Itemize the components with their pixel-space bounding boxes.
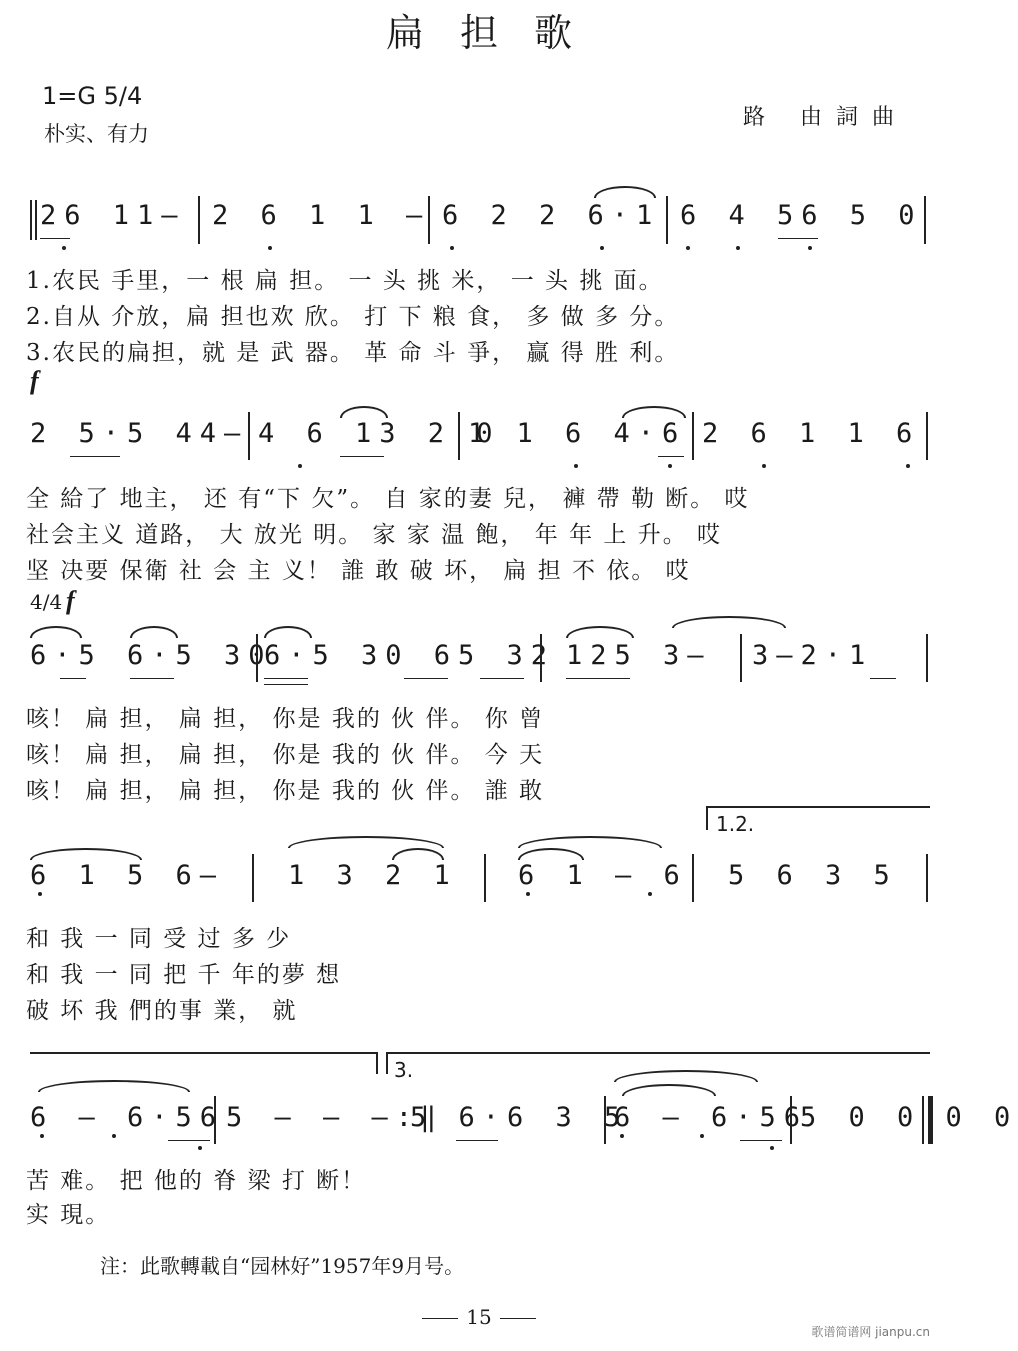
underline (740, 1140, 782, 1141)
barline (198, 196, 200, 244)
slur (264, 626, 312, 638)
measure: 6 1 — 6 (518, 860, 688, 891)
octave-dot (268, 246, 272, 250)
octave-dot (62, 246, 66, 250)
measure: 6 — 6·56 (30, 1102, 225, 1133)
volta-label: 1.2. (716, 812, 755, 836)
underline (168, 1140, 210, 1141)
barline (666, 196, 668, 244)
lyric-line: 社会主义 道路， 大 放光 明。 家 家 温 飽， 年 年 上 升。 哎 (26, 522, 723, 548)
slur (518, 836, 662, 848)
measure: 5 6·6 3 5 (410, 1102, 629, 1133)
octave-dot (620, 1134, 624, 1138)
barline (256, 634, 258, 682)
lyric-line: 苦 难。 把 他的 脊 梁 打 断！ (26, 1168, 367, 1194)
octave-dot (736, 246, 740, 250)
measure: 1 3 2 1 (288, 860, 458, 891)
barline (540, 634, 542, 682)
page-number-dash (422, 1318, 458, 1319)
barline (428, 196, 430, 244)
measure: 6·5 30 65 32 (264, 640, 556, 671)
slur (594, 186, 656, 198)
volta-bracket-edge (386, 1052, 388, 1074)
slur (672, 616, 786, 628)
dynamic-forte: f (66, 586, 75, 615)
barline (458, 412, 460, 460)
underline (480, 678, 524, 679)
lyric-line: 咳！ 扁 担， 扁 担， 你是 我的 伙 伴。 你 曾 (26, 706, 545, 732)
time-signature-change: 4/4 (30, 590, 63, 614)
slur (392, 848, 444, 860)
lyric-line: 3.农民的扁担，就 是 武 器。 革 命 斗 爭， 赢 得 胜 利。 (26, 340, 680, 366)
volta-bracket (386, 1052, 930, 1054)
barline (604, 1096, 606, 1144)
slur (340, 406, 388, 418)
lyric-line: 咳！ 扁 担， 扁 担， 你是 我的 伙 伴。 今 天 (26, 742, 545, 768)
barline (926, 634, 928, 682)
lyric-line: 和 我 一 同 受 过 多 少 (26, 926, 292, 952)
measure: 6 — 6·56 (614, 1102, 809, 1133)
measure: 6 2 2 6·1 (442, 200, 661, 231)
volta-bracket-edge (706, 806, 708, 830)
measure: 26 11— (40, 200, 186, 231)
octave-dot (600, 246, 604, 250)
measure: 3—2·1 (752, 640, 874, 671)
octave-dot (686, 246, 690, 250)
slur (30, 848, 142, 860)
underline (658, 456, 684, 457)
volta-label: 3. (394, 1058, 414, 1082)
octave-dot (112, 1134, 116, 1138)
octave-dot (574, 464, 578, 468)
lyric-line: 2.自从 介放，扁 担也欢 欣。 打 下 粮 食， 多 做 多 分。 (26, 304, 680, 330)
page-number-dash (500, 1318, 536, 1319)
watermark: 歌谱简谱网 jianpu.cn (811, 1325, 930, 1339)
volta-bracket (706, 806, 930, 808)
measure: 2 5·5 44— (30, 418, 249, 449)
octave-dot (198, 1146, 202, 1150)
underline (264, 684, 308, 685)
barline (214, 1096, 216, 1144)
barline (692, 412, 694, 460)
octave-dot (762, 464, 766, 468)
underline (264, 678, 308, 679)
slur (518, 848, 584, 860)
barline (926, 854, 928, 902)
slur (30, 626, 82, 638)
lyric-line: 和 我 一 同 把 千 年的夢 想 (26, 962, 342, 988)
slur (566, 626, 634, 638)
final-barline (922, 1096, 924, 1144)
measure: 6 4 56 5 0 (680, 200, 923, 231)
underline (340, 456, 384, 457)
octave-dot (526, 892, 530, 896)
underline (40, 238, 70, 239)
dynamic-forte: f (30, 366, 39, 395)
measure: 2 6 1 1 6 (702, 418, 921, 449)
final-barline (928, 1096, 933, 1144)
volta-bracket (30, 1052, 376, 1054)
lyric-line: 实 現。 (26, 1202, 111, 1228)
slur (288, 836, 444, 848)
octave-dot (906, 464, 910, 468)
slur (614, 1070, 758, 1082)
song-title: 扁担歌 (385, 11, 608, 55)
measure: 6 1 5 6— (30, 860, 225, 891)
octave-dot (450, 246, 454, 250)
octave-dot (40, 1134, 44, 1138)
underline (778, 238, 818, 239)
slur (38, 1080, 190, 1092)
octave-dot (648, 892, 652, 896)
page-number-value: 15 (466, 1305, 492, 1329)
key-signature: 1=G 5/4 (42, 82, 143, 110)
measure: 5 6 3 5 (728, 860, 898, 891)
measure: 5 — — —:‖ (226, 1102, 445, 1133)
underline (130, 678, 174, 679)
octave-dot (770, 1146, 774, 1150)
lyric-line: 坚 决要 保衛 社 会 主 义！ 誰 敢 破 坏， 扁 担 不 依。 哎 (26, 558, 691, 584)
lyric-line: 1.农民 手里，一 根 扁 担。 一 头 挑 米， 一 头 挑 面。 (26, 268, 664, 294)
octave-dot (38, 892, 42, 896)
lyric-line: 破 坏 我 們的事 業， 就 (26, 998, 298, 1024)
barline (248, 412, 250, 460)
measure: 2 6 1 1 — (212, 200, 431, 231)
octave-dot (808, 246, 812, 250)
octave-dot (298, 464, 302, 468)
underline (60, 678, 86, 679)
repeat-barline (30, 200, 32, 240)
underline (870, 678, 896, 679)
barline (484, 854, 486, 902)
barline (924, 196, 926, 244)
repeat-barline (35, 200, 37, 240)
measure: 5 0 0 0 0 (800, 1102, 1018, 1133)
measure: 125 3— (566, 640, 712, 671)
measure: 1 1 6 4·6 (468, 418, 687, 449)
barline (692, 854, 694, 902)
measure: 4 6 13 2 0 (258, 418, 501, 449)
lyric-line: 咳！ 扁 担， 扁 担， 你是 我的 伙 伴。 誰 敢 (26, 778, 545, 804)
underline (566, 678, 630, 679)
measure: 6·5 6·5 30 (30, 640, 273, 671)
underline (70, 456, 120, 457)
lyric-line: 全 給了 地主， 还 有“下 欠”。 自 家的妻 兒， 褲 帶 勒 断。 哎 (26, 486, 750, 512)
slur (622, 1084, 716, 1096)
underline (456, 1140, 498, 1141)
barline (790, 1096, 792, 1144)
slur (622, 406, 686, 418)
credits: 路 由詞曲 (743, 105, 908, 130)
barline (926, 412, 928, 460)
octave-dot (668, 464, 672, 468)
underline (404, 678, 448, 679)
octave-dot (700, 1134, 704, 1138)
slur (130, 626, 178, 638)
footnote: 注：此歌轉載自“园林好”1957年9月号。 (100, 1254, 465, 1278)
volta-bracket-edge (376, 1052, 378, 1074)
barline (252, 854, 254, 902)
barline (740, 634, 742, 682)
tempo-marking: 朴实、有力 (44, 122, 149, 146)
